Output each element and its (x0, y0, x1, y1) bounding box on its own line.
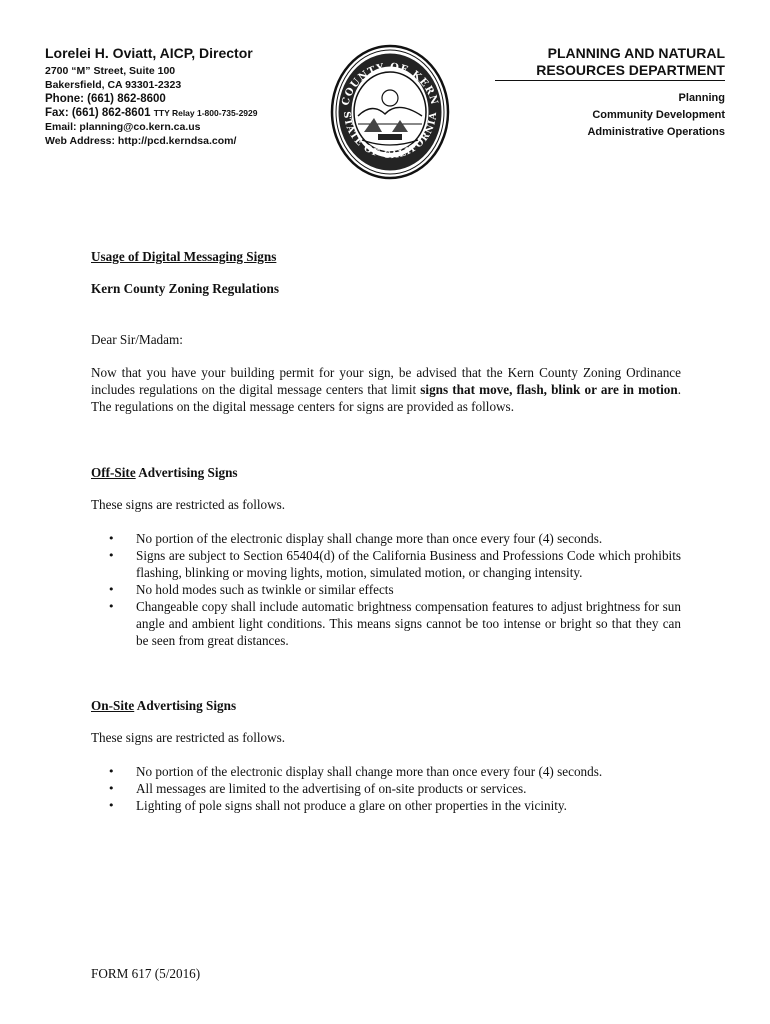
division-list (495, 90, 725, 141)
email-address: Email: planning@co.kern.ca.us (45, 121, 201, 133)
form-id-footer: FORM 617 (5/2016) (91, 966, 201, 981)
intro-text-2: . The regulations on the digital message centers for signs are provided as follows. (91, 382, 681, 414)
seal-top-text: COUNTY OF KERN (340, 61, 440, 107)
director-name: Lorelei H. Oviatt, AICP, Director (45, 45, 253, 61)
onsite-heading-underlined: On-Site (91, 698, 135, 713)
department-name-line-1: PLANNING AND NATURAL (547, 45, 725, 61)
county-seal-graphic (330, 42, 450, 182)
county-seal (330, 42, 450, 182)
list-item: • No portion of the electronic display shall change more than once every four (4) seconds. (136, 763, 681, 780)
intro-text-1: Now that you have your building permit for your sign, be advised that the Kern County Zoning Ordinance includes regulations on the digital message centers that limit (91, 365, 681, 397)
letter-body (91, 248, 681, 814)
address-line-1: 2700 “M” Street, Suite 100 (45, 65, 176, 77)
phone-number: Phone: (661) 862-8600 (45, 93, 166, 105)
department-name-line-2: RESOURCES DEPARTMENT (495, 62, 725, 81)
letterhead-contact-block (45, 45, 345, 148)
offsite-list (91, 530, 681, 649)
seal-bottom-text: STATE OF CALIFORNIA (340, 110, 440, 162)
tty-relay: TTY Relay 1-800-735-2929 (153, 108, 258, 118)
onsite-heading-rest: Advertising Signs (134, 698, 237, 713)
offsite-heading-rest: Advertising Signs (135, 465, 238, 480)
division-planning: Planning (678, 92, 725, 104)
onsite-lead: These signs are restricted as follows. (91, 730, 286, 745)
department-block (495, 45, 725, 141)
fax-line (45, 106, 345, 120)
division-administrative-operations: Administrative Operations (587, 126, 725, 138)
letter-subtitle: Kern County Zoning Regulations (91, 281, 279, 296)
salutation: Dear Sir/Madam: (91, 332, 183, 347)
web-address: Web Address: http://pcd.kerndsa.com/ (45, 135, 237, 147)
intro-bold-text: signs that move, flash, blink or are in motion (420, 382, 678, 397)
offsite-heading-underlined: Off-Site (91, 465, 136, 480)
offsite-lead: These signs are restricted as follows. (91, 497, 286, 512)
list-item: • Lighting of pole signs shall not produce a glare on other properties in the vicinity. (136, 797, 681, 814)
division-community-development: Community Development (592, 109, 725, 121)
onsite-list (91, 763, 681, 814)
onsite-heading (91, 697, 681, 714)
list-item: • All messages are limited to the advertising of on-site products or services. (136, 780, 681, 797)
fax-number: Fax: (661) 862-8601 (45, 107, 151, 119)
letter-title: Usage of Digital Messaging Signs (91, 249, 277, 264)
list-item: • Signs are subject to Section 65404(d) of the California Business and Professions Code which prohibits flashing, blinking or moving lights, motion, simulated motion, or changing intensity. (136, 547, 681, 581)
address-line-2: Bakersfield, CA 93301-2323 (45, 79, 182, 91)
list-item: • Changeable copy shall include automatic brightness compensation features to adjust brightness for sun angle and ambient light conditions. This means signs cannot be too intense or bright so that they can be seen from great distances. (136, 598, 681, 649)
list-item: • No hold modes such as twinkle or similar effects (136, 581, 681, 598)
list-item: • No portion of the electronic display shall change more than once every four (4) seconds. (136, 530, 681, 547)
offsite-heading (91, 464, 681, 481)
intro-paragraph (91, 364, 681, 415)
